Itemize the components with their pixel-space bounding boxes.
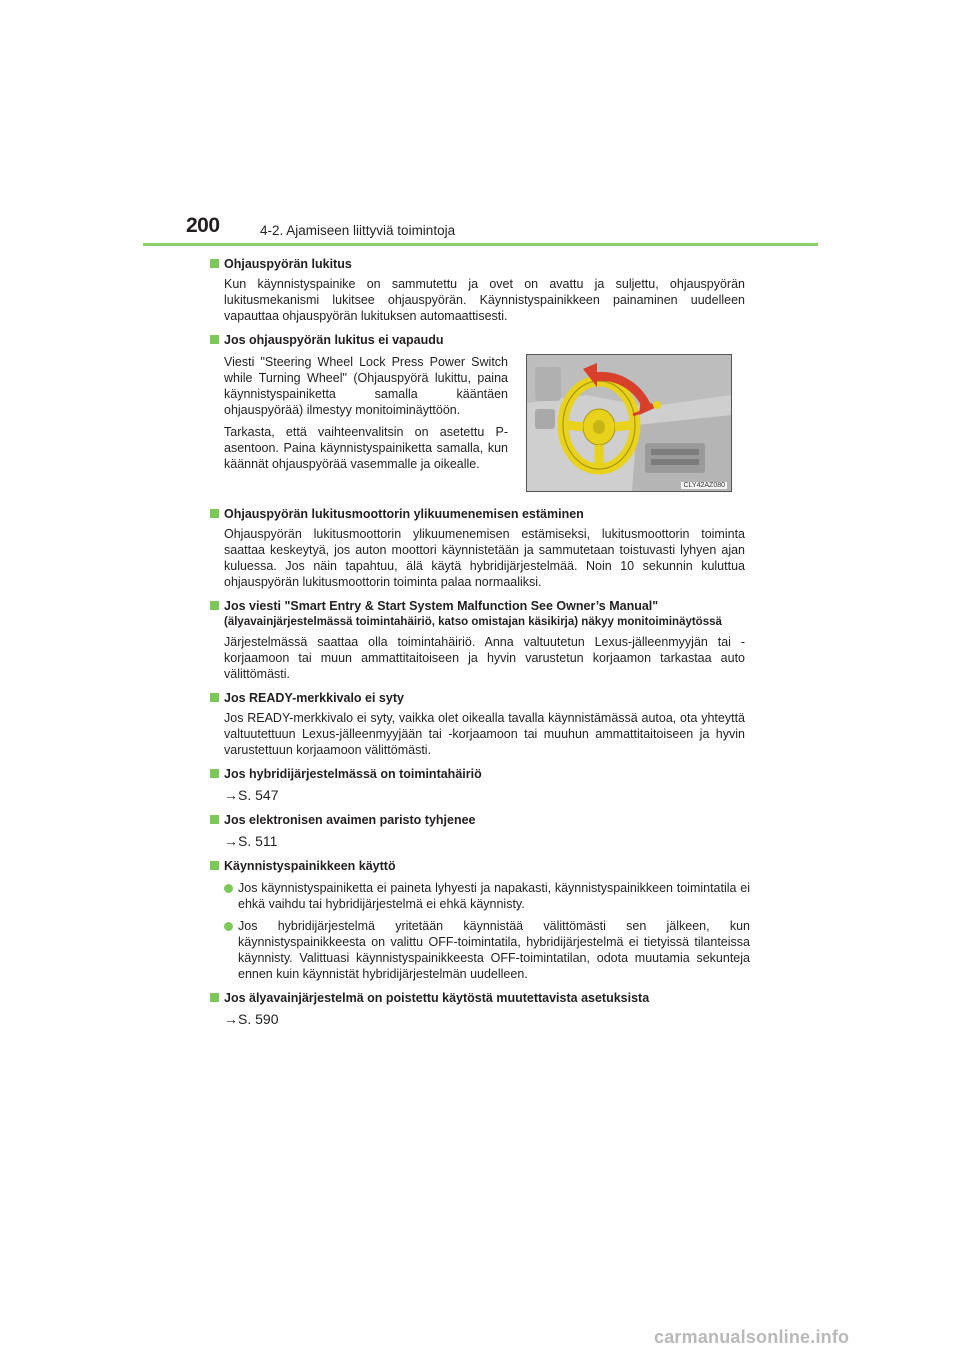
section-heading: Jos READY-merkkivalo ei syty [224,691,404,705]
section-heading: Ohjauspyörän lukitusmoottorin ylikuumenemisen estäminen [224,507,584,521]
bullet-text: Jos käynnistyspainiketta ei paineta lyhyesti ja napakasti, käynnistyspainikkeen toimintatila ei ehkä vaihdu tai hybridijärjestelmä ei ehkä käynnisty. [238,881,750,911]
watermark: carmanualsonline.info [654,1327,850,1347]
section-hybrid-malfunction [210,766,750,804]
page-reference-link[interactable]: →S. 590 [224,1011,279,1027]
page-number: 200 [186,214,220,237]
section-heading: Jos älyavainjärjestelmä on poistettu käytöstä muutettavista asetuksista [224,991,650,1005]
square-bullet-icon [210,769,219,778]
section-smart-key-disabled [210,990,750,1028]
square-bullet-icon [210,993,219,1002]
square-bullet-icon [210,509,219,518]
section-heading: Käynnistyspainikkeen käyttö [224,859,396,873]
section-title: 4-2. Ajamiseen liittyviä toimintoja [260,223,456,238]
square-bullet-icon [210,693,219,702]
page-header [0,0,960,250]
steering-wheel-illustration [527,355,731,491]
square-bullet-icon [210,335,219,344]
figure-code: CLY42AZ080 [683,482,725,489]
section-key-battery [210,812,750,850]
dot-bullet-icon [224,884,233,893]
section-body: Ohjauspyörän lukitusmoottorin ylikuumenemisen estämiseksi, lukitusmoottorin toiminta saattaa keskeytyä, jos auton moottori käynnistetään ja sammutetaan toistuvasti lyhyen ajan kuluessa. Jos näin tapahtuu, älä käytä hybridijärjestelmää. Noin 10 sekunnin kuluttua ohjauspyörän lukitusmoottorin toiminta palaa normaaliksi. [224,527,745,589]
square-bullet-icon [210,259,219,268]
section-heading: Ohjauspyörän lukitus [224,257,352,271]
section-heading: Jos viesti "Smart Entry & Start System Malfunction See Owner’s Manual" [224,599,659,613]
section-smart-entry-malfunction [210,598,750,682]
section-paragraph: Viesti "Steering Wheel Lock Press Power Switch while Turning Wheel" (Ohjauspyörä lukittu, paina käynnistyspainiketta samalla kääntäen ohjauspyörää) ilmestyy monitoiminäyttöön. [224,355,508,417]
section-body: Järjestelmässä saattaa olla toimintahäiriö. Anna valtuutetun Lexus-jälleenmyyjän tai -korjaamoon tai muun ammattitaitoiseen ja hyvin varustetun korjaamon tarkastaa auto välittömästi. [224,635,745,681]
section-paragraph: Tarkasta, että vaihteenvalitsin on asetettu P-asentoon. Paina käynnistyspainiketta samalla, kun käännät ohjauspyörää vasemmalle ja oikealle. [224,425,508,471]
section-heading: Jos ohjauspyörän lukitus ei vapaudu [224,333,444,347]
bullet-item [224,918,750,982]
page-reference-link[interactable]: →S. 511 [224,833,278,849]
bullet-item [224,880,750,912]
section-body: Jos READY-merkkivalo ei syty, vaikka olet oikealla tavalla käynnistämässä autoa, ota yhteyttä valtuutettuun Lexus-jälleenmyyjään tai -korjaamoon tai muuhun ammattitaitoiseen ja hyvin varustettuun korjaamoon välittömästi. [224,711,745,757]
section-power-switch-use [210,858,750,982]
section-heading: Jos elektronisen avaimen paristo tyhjenee [224,813,476,827]
header-rule [143,243,818,246]
page-content [210,256,750,1036]
section-overheat-prevention [210,506,750,590]
steering-wheel-figure [526,354,732,492]
section-lock-not-released [210,332,750,492]
section-body: Kun käynnistyspainike on sammutettu ja ovet on avattu ja suljettu, ohjauspyörän lukitusmekanismi lukitsee ohjauspyörän. Käynnistyspainikkeen painaminen uudelleen vapauttaa ohjauspyörän lukituksen automaattisesti. [224,277,745,323]
square-bullet-icon [210,861,219,870]
page-reference-link[interactable]: →S. 547 [224,787,279,803]
square-bullet-icon [210,815,219,824]
section-ready-light [210,690,750,758]
section-heading: Jos hybridijärjestelmässä on toimintahäiriö [224,767,482,781]
square-bullet-icon [210,601,219,610]
section-steering-lock [210,256,750,324]
bullet-text: Jos hybridijärjestelmä yritetään käynnistää välittömästi sen jälkeen, kun käynnistyspainikkeesta on valittu OFF-toimintatila, hybridijärjestelmä ei tietyissä tilanteissa käynnisty. Valittuasi käynnistyspainikkeesta OFF-toimintatilan, odota muutamia sekunteja ennen kuin käynnistät hybridijärjestelmän uudelleen. [238,919,750,981]
section-heading-sub: (älyavainjärjestelmässä toimintahäiriö, katso omistajan käsikirja) näkyy monitoiminäytössä [224,616,722,628]
dot-bullet-icon [224,922,233,931]
